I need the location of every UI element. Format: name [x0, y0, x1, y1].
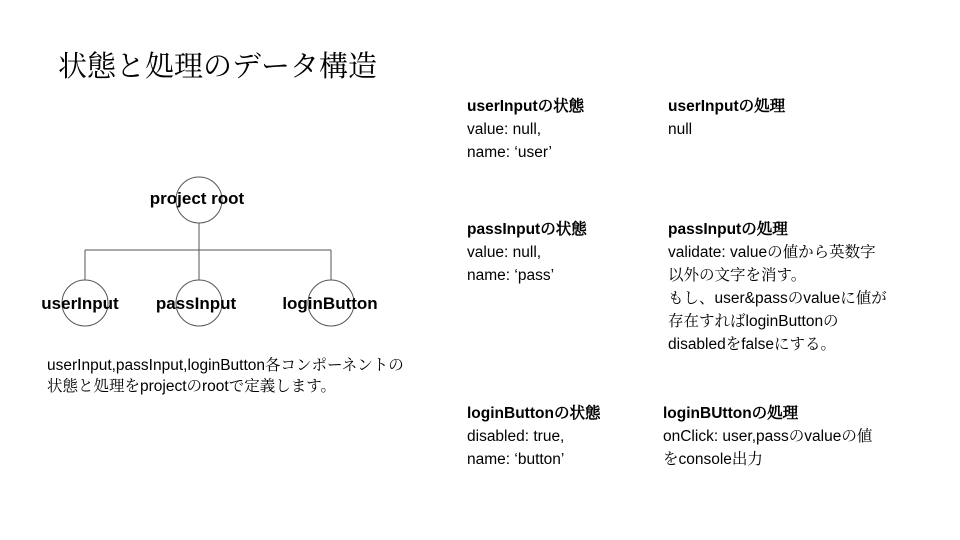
- passinput-process-block: [668, 218, 887, 356]
- loginbutton-state-heading: loginButtonの状態: [467, 405, 601, 422]
- userinput-node-label: userInput: [41, 294, 119, 313]
- passinput-process-line: もし、user&passのvalueに値が: [668, 290, 887, 307]
- passinput-state-block: [467, 218, 587, 287]
- passinput-node-label: passInput: [155, 294, 237, 313]
- userinput-state-line: name: ‘user’: [467, 144, 553, 161]
- loginbutton-node-label: loginButton: [282, 294, 378, 313]
- passinput-state-heading: passInputの状態: [467, 221, 587, 238]
- loginbutton-state-line: name: ‘button’: [467, 451, 565, 468]
- passinput-process-line: disabledをfalseにする。: [668, 336, 836, 353]
- userinput-process-block: [668, 95, 785, 141]
- loginbutton-state-line: disabled: true,: [467, 428, 565, 445]
- slide-title: 状態と処理のデータ構造: [58, 49, 378, 83]
- loginbutton-process-line: をconsole出力: [663, 451, 763, 468]
- userinput-process-line: null: [668, 121, 693, 138]
- userinput-process-heading: userInputの処理: [668, 98, 786, 115]
- passinput-state-line: name: ‘pass’: [467, 267, 555, 284]
- loginbutton-process-heading: loginBUttonの処理: [663, 405, 799, 422]
- passinput-process-line: 存在すればloginButtonの: [668, 313, 839, 330]
- passinput-process-line: 以外の文字を消す。: [668, 267, 807, 284]
- root-node-label: project root: [149, 189, 245, 208]
- loginbutton-process-line: onClick: user,passのvalueの値: [663, 428, 873, 445]
- loginbutton-state-block: [467, 402, 600, 471]
- passinput-process-heading: passInputの処理: [668, 221, 788, 238]
- userinput-state-heading: userInputの状態: [467, 98, 585, 115]
- passinput-state-line: value: null,: [467, 244, 542, 261]
- description-text: userInput,passInput,loginButton各コンポーネントの状態と処理をprojectのrootで定義します。: [47, 357, 404, 395]
- passinput-process-line: validate: valueの値から英数字: [668, 244, 876, 261]
- loginbutton-process-block: [663, 402, 872, 471]
- userinput-state-line: value: null,: [467, 121, 542, 138]
- userinput-state-block: [467, 95, 584, 164]
